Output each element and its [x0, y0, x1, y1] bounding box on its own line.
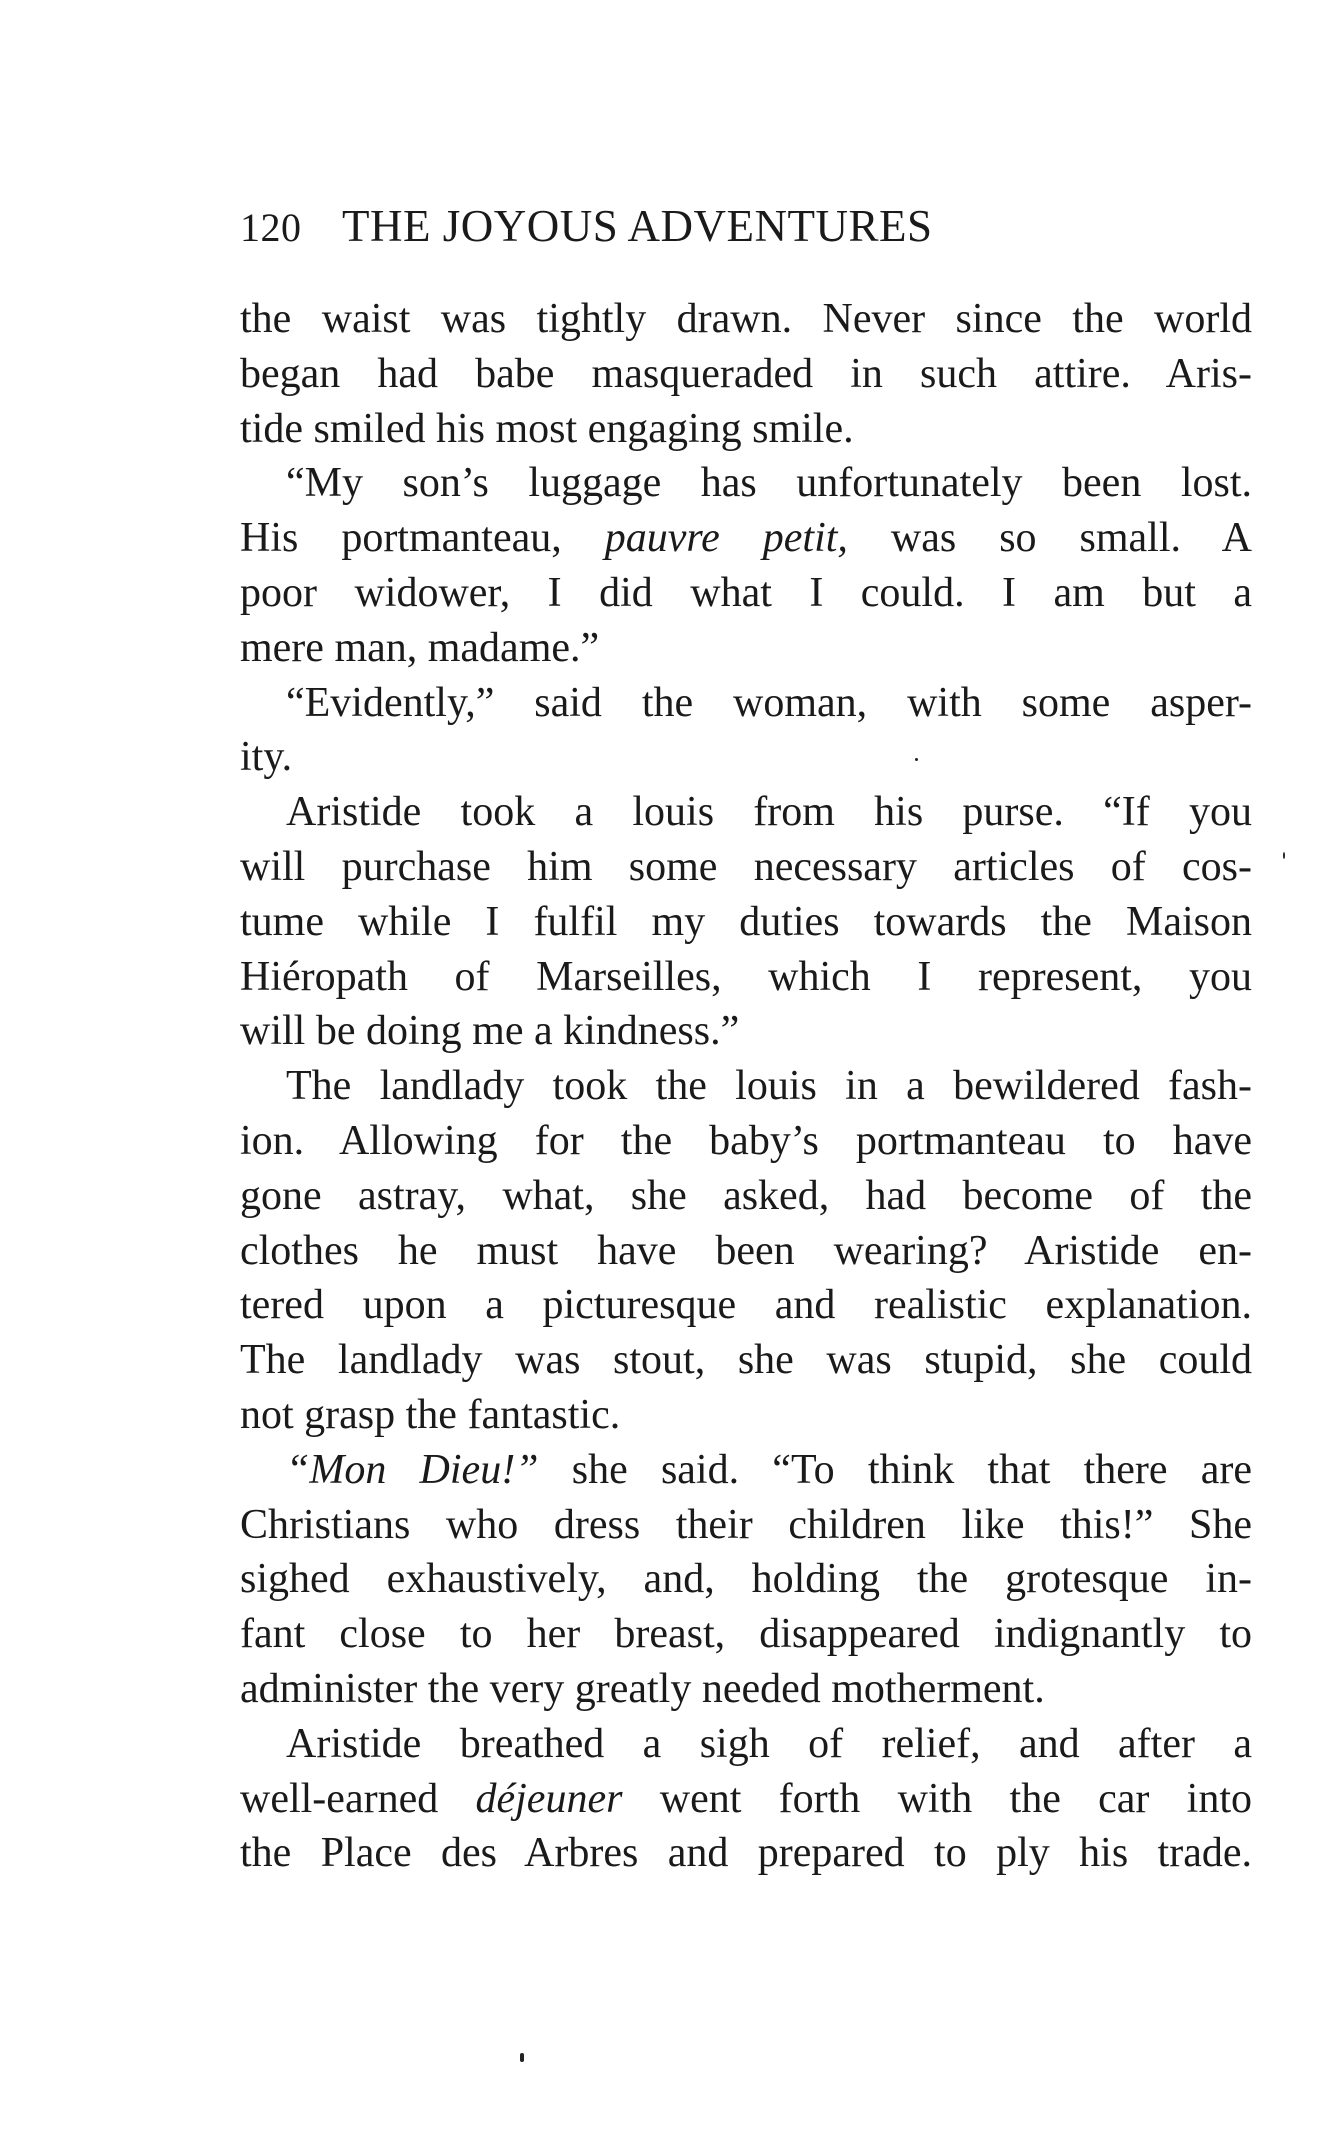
text-line: Aristide breathed a sigh of relief, and after a: [286, 1720, 1252, 1767]
text-line: mere man, madame.”: [240, 624, 600, 671]
text-line: poor widower, I did what I could. I am but a: [240, 569, 1252, 616]
text-line: tume while I fulfil my duties towards the Maison: [240, 898, 1252, 945]
text-line: Christians who dress their children like this!” She: [240, 1501, 1252, 1548]
text-line: His portmanteau, pauvre petit, was so small. A: [240, 515, 1253, 562]
text-line: “My son’s luggage has unfortunately been lost.: [286, 460, 1252, 507]
text-line: will purchase him some necessary articles of cos-: [240, 843, 1252, 890]
text-line: tide smiled his most engaging smile.: [240, 405, 854, 452]
scan-speck: [520, 2053, 524, 2062]
text-line: clothes he must have been wearing? Aristide en-: [240, 1227, 1252, 1274]
scan-speck: [1283, 852, 1285, 859]
body-text: [240, 292, 1252, 1881]
text-line: the waist was tightly drawn. Never since the world: [240, 296, 1252, 342]
text-line: sighed exhaustively, and, holding the grotesque in-: [240, 1556, 1252, 1603]
running-title: THE JOYOUS ADVENTURES: [342, 201, 933, 251]
text-line: not grasp the fantastic.: [240, 1391, 621, 1438]
italic-phrase: pauvre petit,: [604, 515, 848, 562]
text-line: administer the very greatly needed motherment.: [240, 1665, 1045, 1712]
text-line: well-earned déjeuner went forth with the car into: [240, 1775, 1252, 1822]
text-line: The landlady was stout, she was stupid, she could: [240, 1337, 1252, 1384]
text-line: ity.: [240, 734, 293, 781]
text-line: began had babe masqueraded in such attire. Aris-: [240, 350, 1252, 397]
text-line: fant close to her breast, disappeared indignantly to: [240, 1611, 1252, 1658]
italic-phrase: déjeuner: [475, 1775, 623, 1822]
text-line: “Mon Dieu!” she said. “To think that there are: [286, 1446, 1252, 1493]
text-line: Aristide took a louis from his purse. “If you: [286, 789, 1252, 836]
scan-speck: [915, 758, 918, 761]
text-line: the Place des Arbres and prepared to ply his trade.: [240, 1830, 1252, 1877]
page-number: 120: [240, 205, 302, 250]
italic-phrase: “Mon Dieu!”: [286, 1446, 539, 1493]
text-line: Hiéropath of Marseilles, which I represent, you: [240, 953, 1252, 1000]
text-line: gone astray, what, she asked, had become of the: [240, 1172, 1252, 1219]
text-line: tered upon a picturesque and realistic explanation.: [240, 1282, 1252, 1329]
text-line: ion. Allowing for the baby’s portmanteau to have: [240, 1117, 1252, 1164]
running-head: [240, 198, 1120, 254]
text-line: The landlady took the louis in a bewildered fash-: [286, 1063, 1252, 1110]
text-line: will be doing me a kindness.”: [240, 1008, 740, 1055]
text-line: “Evidently,” said the woman, with some asper-: [286, 679, 1252, 726]
